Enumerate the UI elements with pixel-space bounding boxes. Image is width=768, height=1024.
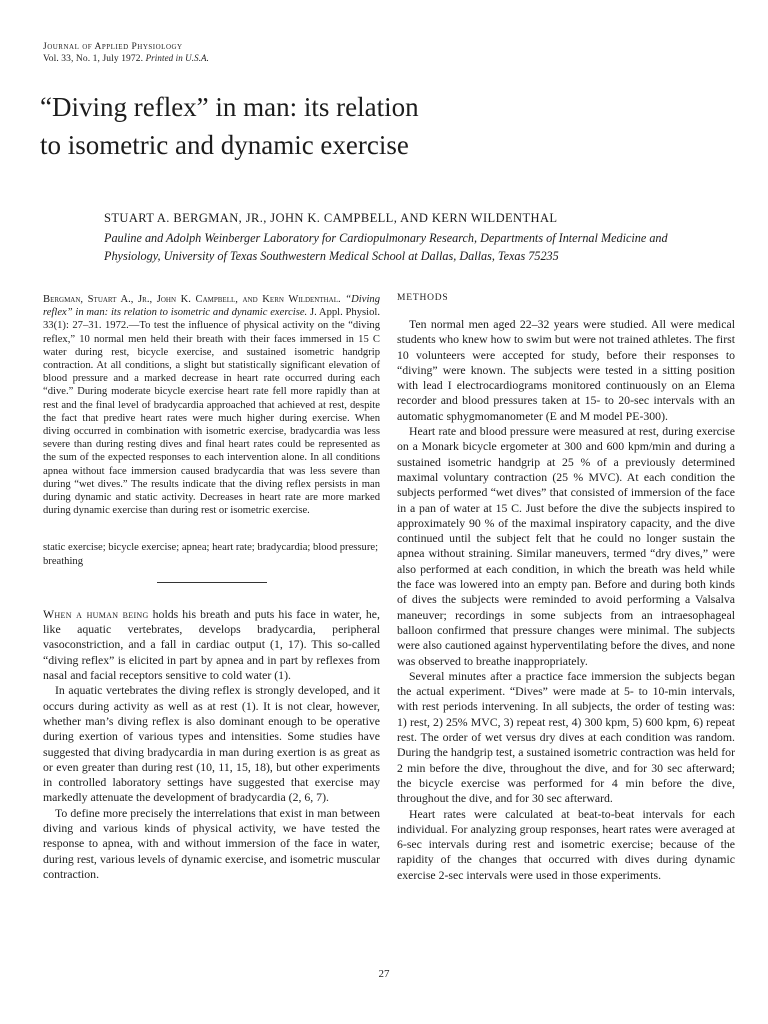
title-line-2: to isometric and dynamic exercise <box>40 130 409 160</box>
page-number: 27 <box>378 968 390 980</box>
methods-paragraph-3: Several minutes after a practice face immersion the subjects began the actual experiment. “Dives” were made at 5- to 10-min intervals, with rest periods intervening. In all subjects, the order of testing was: 1) rest, 2) 25% MVC, 3) repeat rest, 4) 300 kpm, 5) 600 kpm, 6) repeat rest. The order of wet versus dry dives at each condition was random. During the handgrip test, a sustained isometric contraction was held for 2 min before the dive, throughout the dive, and for 30 sec afterward; the bicycle exercise was performed for 4 min before the dive, throughout the dive, and for 30 sec afterward. <box>397 668 735 806</box>
abstract-text: To test the influence of physical activity on the “diving reflex,” 10 normal men held their breath with their faces immersed in 15 C water during rest, bicycle exercise, and sustained isometric handgrip contraction. At all conditions, a slight but statistically significant elevation of blood pressure and a marked decrease in heart rate occurred during each “dive.” During moderate bicycle exercise heart rate fell more rapidly than at rest and the final level of bradycardia approached that achieved at rest, despite the fact that predive heart rates were much higher during exercise. When diving occurred in combination with isometric exercise, bradycardia was less severe than during resting dives and final heart rates could be represented as the sum of the expected responses to each intervention alone. In all conditions apnea without face immersion caused bradycardia that was less severe than during “wet dives.” The results indicate that the diving reflex persists in man during dynamic and static activity. Decreases in heart rate are more marked during dynamic exercise than during rest or isometric exercise. <box>43 320 380 517</box>
intro-paragraph-3: To define more precisely the interrelations that exist in man between diving and various kinds of physical activity, we have tested the response to apnea, with and without immersion of the face in water, during rest, various levels of dynamic exercise, and isometric muscular contraction. <box>43 805 380 881</box>
authors: STUART A. BERGMAN, JR., JOHN K. CAMPBELL, AND KERN WILDENTHAL <box>104 211 558 225</box>
affiliation: Pauline and Adolph Weinberger Laboratory for Cardiopulmonary Research, Departments of Internal Medicine and Physiology, University of Texas Southwestern Medical School at Dallas, Dallas, Texas 75235 <box>104 231 668 263</box>
abstract-citation-title: “Diving reflex” in man: its relation to isometric and dynamic exercise. <box>43 294 380 319</box>
article-title <box>40 88 740 164</box>
keywords: static exercise; bicycle exercise; apnea; heart rate; bradycardia; blood pressure; breathing <box>43 542 379 567</box>
methods-heading: METHODS <box>397 293 449 303</box>
abstract-citation-authors: Bergman, Stuart A., Jr., John K. Campbell, and Kern Wildenthal. <box>43 294 341 305</box>
right-column <box>397 293 735 883</box>
intro-paragraph-1 <box>43 607 380 683</box>
journal-volume-line <box>43 53 209 65</box>
intro-paragraph-1-text: holds his breath and puts his face in water, he, like aquatic vertebrates, develops bradycardia, peripheral vasoconstriction, and a fall in cardiac output (1, 17). This so-called “diving reflex” is elicited in part by apnea and in part by reflexes from nasal and facial receptors sensitive to cold water (1). <box>43 606 380 683</box>
methods-paragraph-2: Heart rate and blood pressure were measured at rest, during exercise on a Monark bicycle ergometer at 300 and 600 kpm/min and during a sustained isometric handgrip at 25 % of a previously determined maximal voluntary contraction (25 % MVC). At each condition the subjects performed “wet dives” that consisted of immersion of the face in a pan of water at 15 C. Just before the dive the subjects inspired to approximately 90 % of the maximal inspiratory capacity, and the dive continued until the subject felt that he could no longer sustain the apnea without straining. Similar maneuvers, termed “dry dives,” were also performed at each condition, in which the breath was held while the face was lowered into an empty pan. Before and during both kinds of dives the subjects were reminded to avoid performing a Valsalva maneuver; recordings in some subjects from an intraesophageal balloon confirmed that pressure changes were minimal. The subjects were also cautioned against hyperventilating before the dives, and none was observed to breathe inappropriately. <box>397 424 735 668</box>
intro-lead: When a human being <box>43 606 149 621</box>
methods-paragraph-4: Heart rates were calculated at beat-to-beat intervals for each individual. For analyzing group responses, heart rates were averaged at 6-sec intervals during rest and isometric exercise; because of the rapidity of the changes that occurred with dives during dynamic exercise 2-sec intervals were used in those experiments. <box>397 806 735 882</box>
abstract-citation-ref: J. Appl. Physiol. 33(1): 27–31. 1972.— <box>43 307 380 332</box>
title-line-1: “Diving reflex” in man: its relation <box>40 92 419 122</box>
volume-info: Vol. 33, No. 1, July 1972. <box>43 54 144 64</box>
printed-note: Printed in U.S.A. <box>145 53 210 63</box>
journal-header <box>43 42 209 65</box>
methods-paragraph-1: Ten normal men aged 22–32 years were studied. All were medical students who knew how to swim but were not trained athletes. The first 10 volunteers were accepted for study, before their responses to “diving” were known. The subjects were tested in a sitting position with lead I electrocardiograms monitored continuously on an Elema recorder and blood pressures taken at 15- to 20-sec intervals with an automatic sphygmomanometer (E and M model PE-300). <box>397 317 735 423</box>
section-divider <box>157 582 267 583</box>
abstract <box>43 293 380 517</box>
intro-paragraph-2: In aquatic vertebrates the diving reflex is strongly developed, and it occurs during activity as well as at rest (1). It is not clear, however, whether man’s diving reflex is also dominant enough to be operative during exertion of various types and intensities. Some studies have suggested that diving bradycardia in man during exertion is as great as or even greater than during rest (10, 11, 15, 18), but other experiments in controlled laboratory settings have suggested that exercise may markedly attenuate the development of bradycardia (2, 6, 7). <box>43 683 380 805</box>
journal-name: Journal of Applied Physiology <box>43 42 183 52</box>
left-column <box>43 293 380 882</box>
